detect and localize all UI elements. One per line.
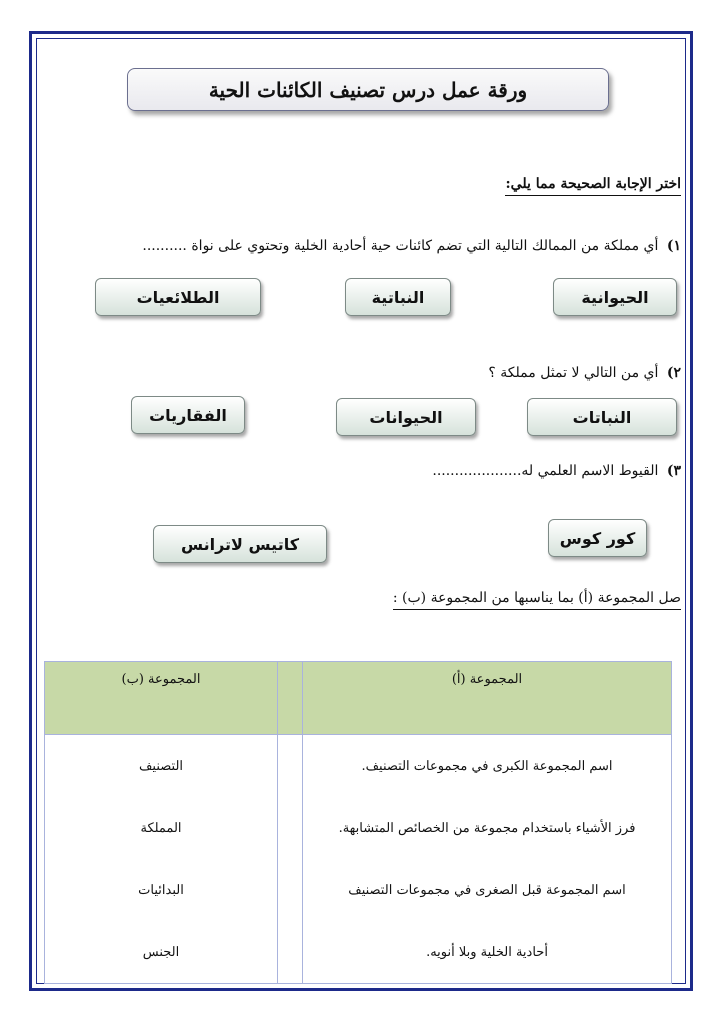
q3-choice-canis-latrans-label: كاتيس لاترانس: [180, 534, 300, 554]
question-3-blank: ...................: [432, 463, 517, 479]
matching-table-header: [45, 662, 672, 735]
header-gap: [278, 662, 303, 735]
q3-choice-canis-latrans[interactable]: [153, 525, 327, 563]
q1-choice-animal-label: الحيوانية: [581, 287, 649, 307]
section2-heading: صل المجموعة (أ) بما يناسبها من المجموعة (ب) :: [393, 590, 681, 610]
question-3-text: القيوط الاسم العلمي له.: [516, 463, 659, 479]
table-row: [45, 859, 672, 921]
row-4-group-b: الجنس: [45, 921, 278, 984]
question-1: [142, 238, 681, 254]
row-1-group-b: التصنيف: [45, 735, 278, 798]
row-3-group-b: البدائيات: [45, 859, 278, 921]
question-2-number: ٢): [666, 365, 681, 381]
row-2-group-a: فرز الأشياء باستخدام مجموعة من الخصائص المتشابهة.: [303, 797, 672, 859]
q2-choice-plants-label: النباتات: [572, 407, 632, 427]
q2-choice-plants[interactable]: [527, 398, 677, 436]
row-3-group-a: اسم المجموعة قبل الصغرى في مجموعات التصنيف: [303, 859, 672, 921]
question-2: [488, 365, 681, 381]
table-row: [45, 797, 672, 859]
question-3: [432, 463, 681, 479]
worksheet-title-text: ورقة عمل درس تصنيف الكائنات الحية: [208, 77, 528, 102]
q2-choice-vertebrates[interactable]: [131, 396, 245, 434]
question-1-text: أي مملكة من الممالك التالية التي تضم كائنات حية أحادية الخلية وتحتوي على نواة: [191, 238, 659, 254]
row-1-group-a: اسم المجموعة الكبرى في مجموعات التصنيف.: [303, 735, 672, 798]
q1-choice-plant-label: النباتية: [371, 287, 425, 307]
question-3-number: ٣): [666, 463, 681, 479]
table-row: [45, 921, 672, 984]
matching-table: [44, 661, 672, 984]
q3-choice-corcus[interactable]: [548, 519, 647, 557]
question-1-number: ١): [666, 238, 681, 254]
q2-choice-animals[interactable]: [336, 398, 476, 436]
row-3-gap: [278, 859, 303, 921]
row-2-gap: [278, 797, 303, 859]
q1-choice-plant[interactable]: [345, 278, 451, 316]
row-4-gap: [278, 921, 303, 984]
row-1-gap: [278, 735, 303, 798]
q2-choice-vertebrates-label: الفقاريات: [149, 405, 227, 425]
question-1-blank: ..........: [142, 238, 187, 254]
worksheet-title: [127, 68, 609, 111]
header-group-a: المجموعة (أ): [303, 662, 672, 735]
question-2-text: أي من التالي لا تمثل مملكة ؟: [488, 365, 659, 381]
q1-choice-animal[interactable]: [553, 278, 677, 316]
q2-choice-animals-label: الحيوانات: [369, 407, 443, 427]
section1-heading: اختر الإجابة الصحيحة مما يلي:: [505, 176, 681, 196]
q3-choice-corcus-label: كور كوس: [559, 528, 636, 548]
row-2-group-b: المملكة: [45, 797, 278, 859]
header-group-b: المجموعة (ب): [45, 662, 278, 735]
q1-choice-protists-label: الطلائعيات: [136, 287, 220, 307]
table-row: [45, 735, 672, 798]
q1-choice-protists[interactable]: [95, 278, 261, 316]
row-4-group-a: أحادية الخلية وبلا أنويه.: [303, 921, 672, 984]
